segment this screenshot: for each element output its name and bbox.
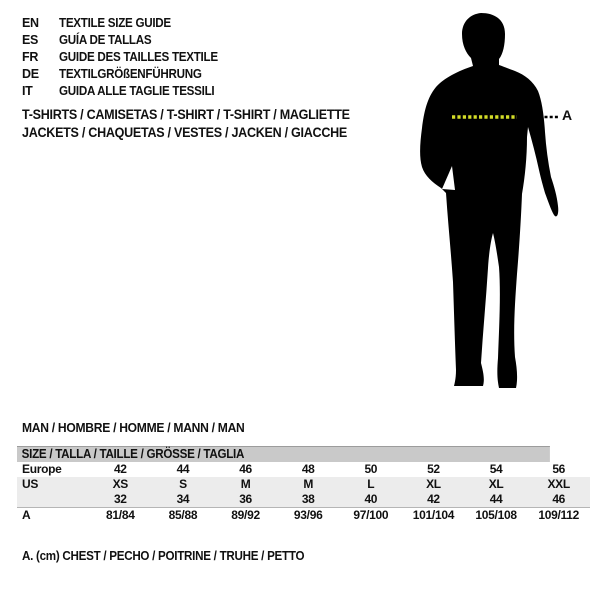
language-code: EN [22,16,39,30]
size-cell: XL [488,477,504,491]
size-cell: L [367,477,375,491]
language-text: GUÍA DE TALLAS [59,33,152,47]
size-cell: 105/108 [475,508,517,522]
size-cell: 44 [489,492,503,506]
language-item [22,49,230,66]
language-item [22,83,230,100]
size-cell: 81/84 [106,508,135,522]
language-text: TEXTILGRÖßENFÜHRUNG [59,67,202,81]
size-cell: 46 [552,492,566,506]
size-cell: XXL [547,477,570,491]
size-cell: 46 [239,462,252,476]
size-cell: 40 [364,492,378,506]
size-cell: 52 [427,462,440,476]
product-line-tshirts: T-SHIRTS / CAMISETAS / T-SHIRT / T-SHIRT / MAGLIETTE [22,107,350,122]
product-line-jackets: JACKETS / CHAQUETAS / VESTES / JACKEN / GIACCHE [22,125,347,140]
size-cell: 109/112 [538,508,579,522]
man-silhouette-icon [395,0,600,400]
language-code: DE [22,67,39,81]
size-table-grid [17,462,590,523]
row-label: A [22,508,31,522]
footnote-chest: A. (cm) CHEST / PECHO / POITRINE / TRUHE / PETTO [22,549,305,563]
table-row [17,462,590,477]
size-cell: 89/92 [231,508,260,522]
measurement-label-a: A [562,107,573,123]
size-cell: 42 [427,492,440,506]
size-cell: S [179,477,187,491]
language-item [22,15,230,32]
size-cell: 101/104 [412,508,455,522]
language-code: ES [22,33,39,47]
size-cell: 97/100 [353,508,389,522]
language-text: TEXTILE SIZE GUIDE [59,16,171,30]
table-row [17,477,590,492]
size-cell: M [303,477,314,491]
size-cell: 50 [364,462,378,476]
size-cell: 34 [176,492,190,506]
size-cell: 93/96 [293,508,323,522]
language-code: IT [22,84,33,98]
man-silhouette-figure [395,0,600,400]
size-cell: 48 [301,462,315,476]
size-cell: 32 [113,492,127,506]
language-text: GUIDA ALLE TAGLIE TESSILI [59,84,215,98]
table-row [17,492,590,508]
size-cell: 36 [239,492,252,506]
language-item [22,32,230,49]
size-cell: XS [112,477,129,491]
language-code: FR [22,50,39,64]
size-cell: 85/88 [168,508,198,522]
language-list [22,15,230,100]
language-text: GUIDE DES TAILLES TEXTILE [59,50,218,64]
size-cell: 54 [489,462,503,476]
size-cell: 42 [113,462,127,476]
row-label [17,492,89,508]
size-table [17,446,590,523]
row-label: Europe [22,462,62,476]
size-cell: XL [426,477,441,491]
size-table-header: SIZE / TALLA / TAILLE / GRÖSSE / TAGLIA [17,446,550,462]
table-row [17,508,590,524]
size-table-body [17,462,590,523]
size-cell: 44 [176,462,190,476]
size-cell: M [240,477,251,491]
man-body-shape [420,13,558,388]
language-item [22,66,230,83]
size-cell: 38 [301,492,315,506]
row-label: US [22,477,39,491]
size-cell: 56 [552,462,566,476]
product-types [22,106,374,142]
section-title-man: MAN / HOMBRE / HOMME / MANN / MAN [22,420,245,435]
